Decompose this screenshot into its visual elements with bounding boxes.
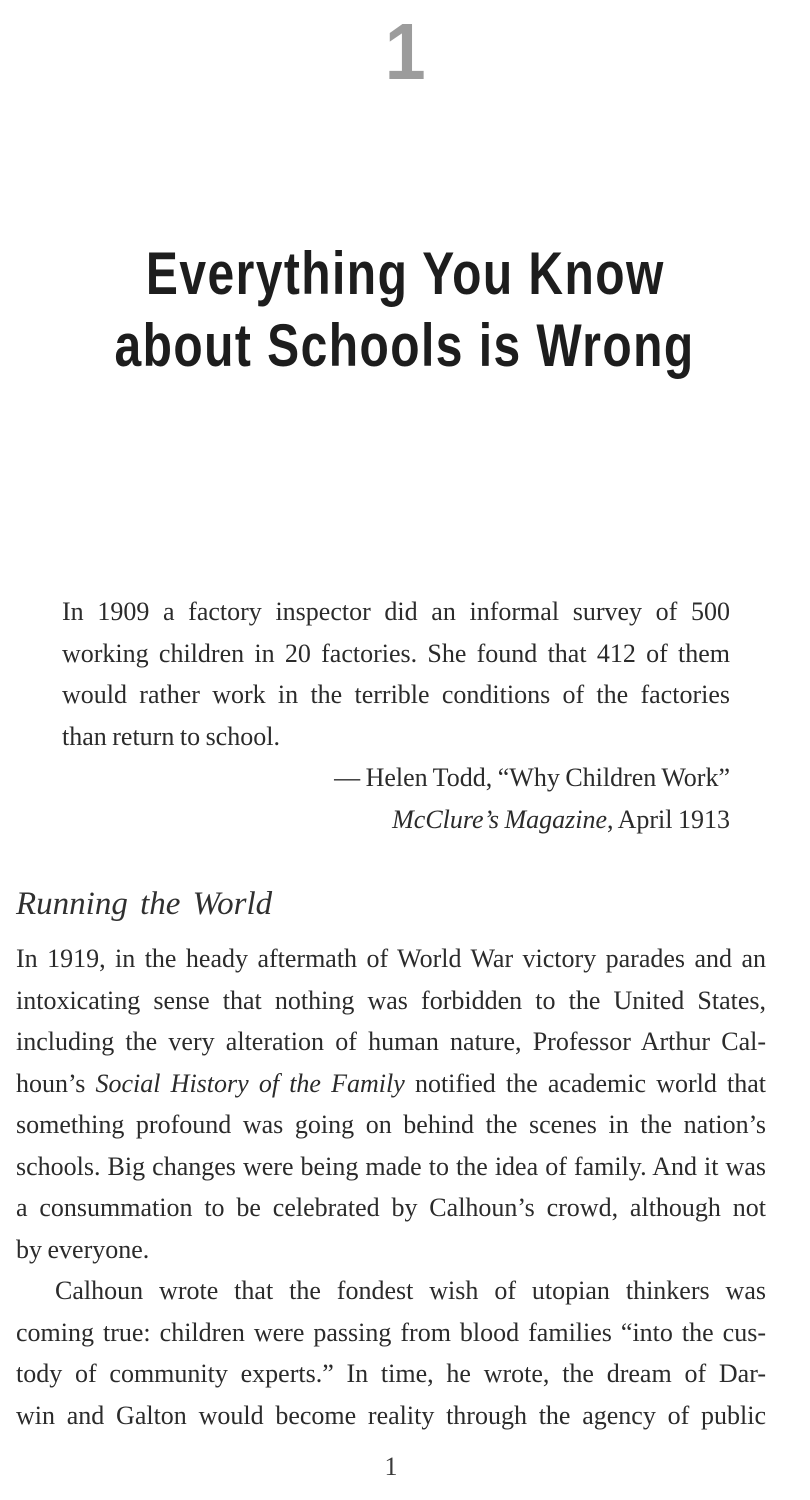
body-line: intoxicating sense that nothing was forbidden to the United States, (16, 985, 766, 1015)
attribution-source (62, 799, 730, 841)
epigraph-line: would rather work in the terrible conditions of the factories (62, 680, 730, 709)
chapter-number-text: 1 (384, 7, 426, 96)
chapter-title-line-2: about Schools is Wrong (114, 312, 696, 379)
attribution-source-title: McClure’s Magazine (392, 804, 608, 834)
chapter-title-line-1: Everything You Know (145, 240, 665, 307)
body-line: coming true: children were passing from blood families “into the cus- (16, 1317, 766, 1347)
body-line: win and Galton would become reality through the agency of public (16, 1400, 766, 1430)
body-text (16, 938, 766, 1436)
epigraph-attribution (62, 757, 730, 840)
body-line: houn’s Social History of the Family notified the academic world that (16, 1068, 767, 1098)
epigraph (62, 591, 730, 840)
book-title-italic: Social History of the Family (95, 1068, 405, 1098)
body-line: schools. Big changes were being made to the idea of family. And it was (16, 1151, 766, 1181)
body-line: by everyone. (16, 1234, 150, 1264)
body-line: including the very alteration of human nature, Professor Arthur Cal- (16, 1027, 766, 1056)
page-number: 1 (384, 1452, 398, 1481)
attribution-author: — Helen Todd, “Why Children Work” (334, 763, 730, 792)
epigraph-line: working children in 20 factories. She found that 412 of them (62, 638, 730, 668)
attribution-source-date: , April 1913 (607, 804, 730, 834)
epigraph-line: In 1909 a factory inspector did an informal survey of 500 (62, 597, 730, 626)
body-line: Calhoun wrote that the fondest wish of utopian thinkers was (55, 1276, 766, 1305)
body-line: In 1919, in the heady aftermath of World War victory parades and an (16, 944, 766, 973)
section-heading: Running the World (16, 886, 273, 922)
chapter-title (0, 238, 810, 382)
body-line: a consummation to be celebrated by Calhoun’s crowd, although not (16, 1193, 766, 1222)
body-line: something profound was going on behind the scenes in the nation’s (16, 1110, 766, 1139)
epigraph-line: than return to school. (62, 721, 280, 751)
chapter-number (0, 7, 810, 96)
body-line: tody of community experts.” In time, he wrote, the dream of Dar- (16, 1359, 766, 1388)
